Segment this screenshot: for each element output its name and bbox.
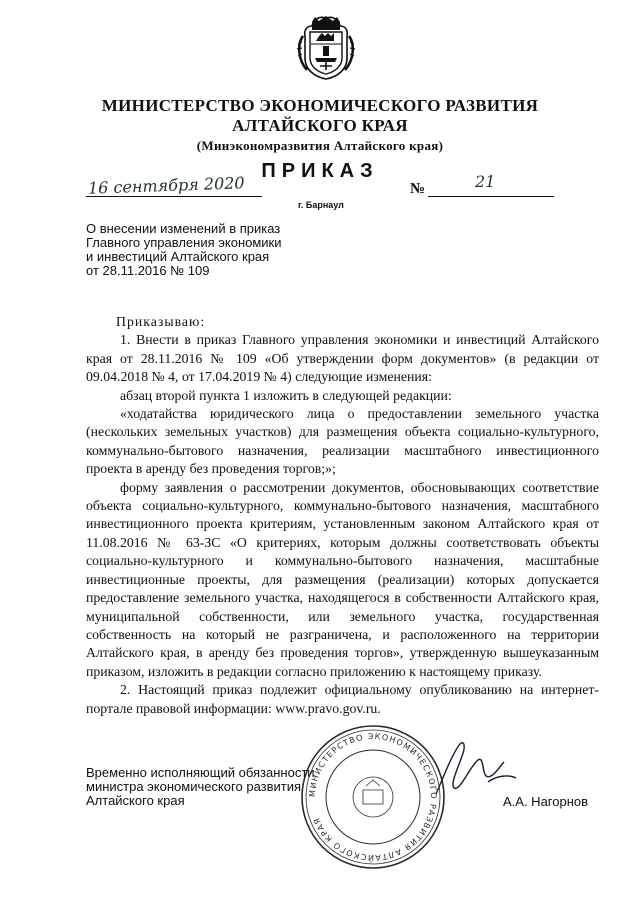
order-lead: Приказываю:	[116, 314, 206, 329]
subject-line: от 28.11.2016 № 109	[86, 263, 210, 278]
order-paragraph-4: форму заявления о рассмотрении документов, обосновывающих соответствие объекта социально-культурного, коммунально-бытового назначения, масштабного инвестиционного проекта критериям, установленным законом Алтайского края от 11.08.2016 № 63-ЗС «О критериях, которым должны соответствовать объекты социально-культурного и коммунально-бытового назначения, масштабные инвестиционные проекты, для размещения (реализации) которых допускается предоставление земельного участка, находящегося в собственности Алтайского края, муниципальной собственности, или земельного участка, государственная собственность на который не разграничена, и расположенного на территории Алтайского края, в аренду без проведения торгов», утвержденную вышеуказанным приказом, изложить в редакции согласно приложению к настоящему приказу.	[86, 479, 599, 679]
subject-line: О внесении изменений в приказ	[86, 221, 281, 236]
ministry-short-name: (Минэкономразвития Алтайского края)	[196, 138, 444, 153]
number-handwritten: 21	[475, 172, 496, 191]
order-paragraph-1: 1. Внести в приказ Главного управления экономики и инвестиций Алтайского края от 28.11.2016 № 109 «Об утверждении форм документов» (в редакции от 09.04.2018 № 4, от 17.04.2019 № 4) следующие изменения:	[86, 332, 599, 385]
signer-name: А.А. Нагорнов	[503, 794, 589, 809]
ministry-name-line1: МИНИСТЕРСТВО ЭКОНОМИЧЕСКОГО РАЗВИТИЯ	[101, 96, 539, 115]
signer-position-line: министра экономического развития	[86, 779, 302, 794]
order-body	[86, 313, 599, 718]
order-paragraph-5: 2. Настоящий приказ подлежит официальному опубликованию на интернет-портале правовой информации: www.pravo.gov.ru.	[86, 682, 599, 716]
city-label: г. Барнаул	[298, 200, 344, 210]
signer-position	[86, 766, 315, 808]
signer-position-line: Алтайского края	[86, 793, 185, 808]
ministry-name-line2: АЛТАЙСКОГО КРАЯ	[232, 116, 408, 135]
date-underline	[86, 196, 262, 197]
seal-ring-text: МИНИСТЕРСТВО ЭКОНОМИЧЕСКОГО РАЗВИТИЯ АЛТАЙСКОГО КРАЯ	[307, 731, 439, 863]
subject-line: Главного управления экономики	[86, 235, 282, 250]
order-paragraph-2: абзац второй пункта 1 изложить в следующей редакции:	[120, 387, 452, 403]
coat-of-arms-emblem	[295, 14, 357, 80]
number-underline	[428, 196, 554, 197]
official-seal	[298, 722, 448, 872]
number-sign: №	[410, 181, 426, 197]
document-type-title: ПРИКАЗ	[261, 160, 379, 182]
date-handwritten: 16 сентября 2020	[87, 173, 245, 198]
order-paragraph-3: «ходатайства юридического лица о предоставлении земельного участка (нескольких земельных участков) для размещения объекта социально-культурного, коммунально-бытового назначения, реализации масштабного инвестиционного проекта в аренду без проведения торгов;»;	[86, 406, 599, 477]
document-subject	[86, 222, 308, 278]
subject-line: и инвестиций Алтайского края	[86, 249, 270, 264]
signer-position-line: Временно исполняющий обязанности	[86, 765, 315, 780]
